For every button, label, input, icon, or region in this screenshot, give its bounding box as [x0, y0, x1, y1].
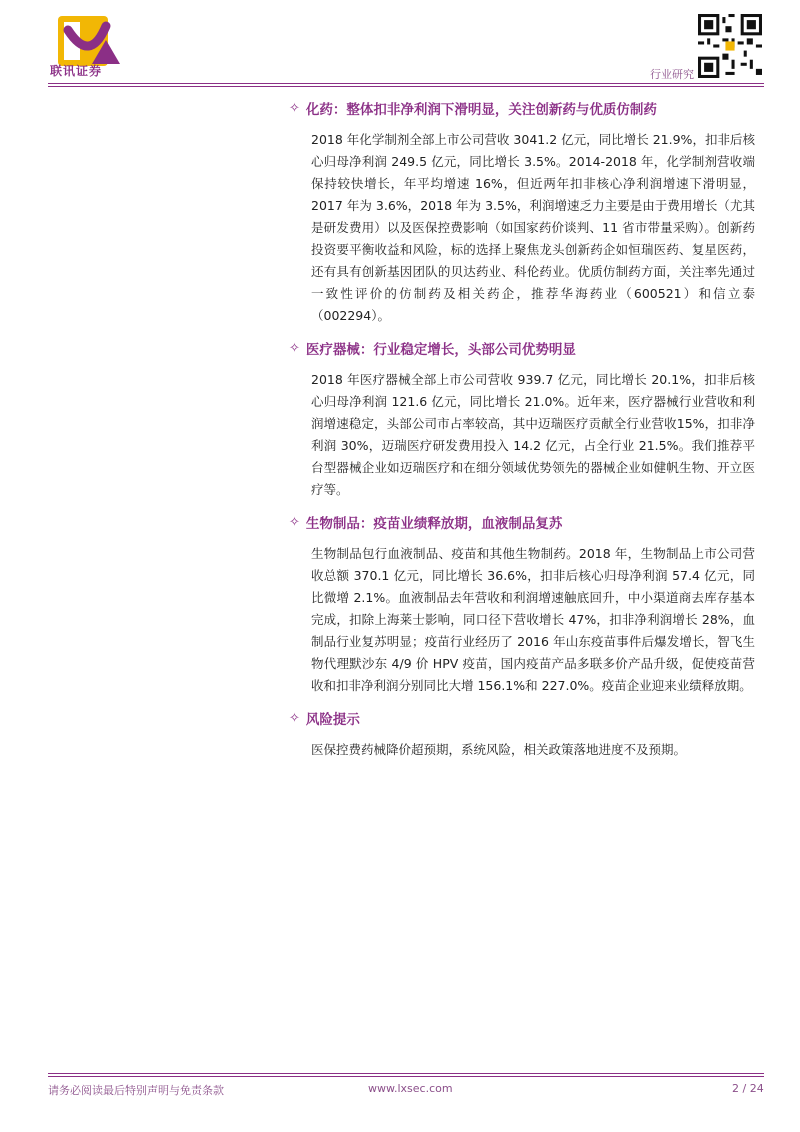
diamond-bullet-icon: ✧	[289, 514, 300, 530]
section-title: 风险提示	[305, 712, 360, 728]
main-content	[289, 97, 755, 771]
header-divider	[48, 83, 764, 84]
section-heading	[289, 511, 755, 533]
section-heading	[289, 97, 755, 119]
section-chemical-drugs	[289, 97, 755, 327]
footer-disclaimer: 请务必阅读最后特别声明与免责条款	[48, 1084, 224, 1097]
section-risk-warning	[289, 707, 755, 761]
diamond-bullet-icon: ✧	[289, 340, 300, 356]
diamond-bullet-icon: ✧	[289, 100, 300, 116]
section-paragraph: 生物制品包行血液制品、疫苗和其他生物制药。2018 年，生物制品上市公司营收总额 370.1 亿元，同比增长 36.6%，扣非后核心归母净利润 57.4 亿元，同比微增 2.1%。血液制品去年营收和利润增速触底回升，中小渠道商去库存基本完成，扣除上海莱士影响，同口径下营收增长 47%，扣非净利润增长 28%，血制品行业复苏明显；疫苗行业经历了 2016 年山东疫苗事件后爆发增长，智飞生物代理默沙东 4/9 价 HPV 疫苗，国内疫苗产品多联多价产品升级，促使疫苗营收和扣非净利润分别同比大增 156.1%和 227.0%。疫苗企业迎来业绩释放期。	[311, 546, 755, 693]
section-heading	[289, 337, 755, 359]
document-type: 行业研究	[650, 68, 694, 81]
section-title: 医疗器械：行业稳定增长，头部公司优势明显	[305, 342, 576, 358]
footer-divider-secondary	[48, 1076, 764, 1077]
section-paragraph: 医保控费药械降价超预期，系统风险，相关政策落地进度不及预期。	[311, 742, 687, 757]
section-heading	[289, 707, 755, 729]
section-paragraph: 2018 年化学制剂全部上市公司营收 3041.2 亿元，同比增长 21.9%，扣非后核心归母净利润 249.5 亿元，同比增长 3.5%。2014-2018 年，化学制剂营收端保持较快增长，年平均增速 16%，但近两年扣非核心净利润增速下滑明显，2017 年为 3.6%，2018 年为 3.5%，利润增速乏力主要是由于费用增长（尤其是研发费用）以及医保控费影响（如国家药价谈判、11 省市带量采购）。创新药投资要平衡收益和风险，标的选择上聚焦龙头创新药企如恒瑞医药、复星医药，还有具有创新基因团队的贝达药业、科伦药业。优质仿制药方面，关注率先通过一致性评价的仿制药及相关药企，推荐华海药业（600521）和信立泰（002294）。	[311, 132, 755, 323]
header-divider-secondary	[48, 86, 764, 87]
section-paragraph: 2018 年医疗器械全部上市公司营收 939.7 亿元，同比增长 20.1%，扣非后核心归母净利润 121.6 亿元，同比增长 21.0%。近年来，医疗器械行业营收和利润增速稳定，头部公司市占率较高，其中迈瑞医疗贡献全行业营收15%，扣非净利润 30%，迈瑞医疗研发费用投入 14.2 亿元，占全行业 21.5%。我们推荐平台型器械企业如迈瑞医疗和在细分领域优势领先的器械企业如健帆生物、开立医疗等。	[311, 372, 755, 497]
section-title: 化药：整体扣非净利润下滑明显，关注创新药与优质仿制药	[305, 102, 657, 118]
section-biologics	[289, 511, 755, 697]
footer-website-link[interactable]: www.lxsec.com	[368, 1082, 453, 1095]
logo-text: 联讯证券	[50, 64, 103, 78]
section-title: 生物制品：疫苗业绩释放期，血液制品复苏	[305, 516, 563, 532]
diamond-bullet-icon: ✧	[289, 710, 300, 726]
section-medical-devices	[289, 337, 755, 501]
footer-divider	[48, 1073, 764, 1074]
qr-code	[698, 14, 762, 78]
page-number: 2 / 24	[732, 1082, 764, 1095]
